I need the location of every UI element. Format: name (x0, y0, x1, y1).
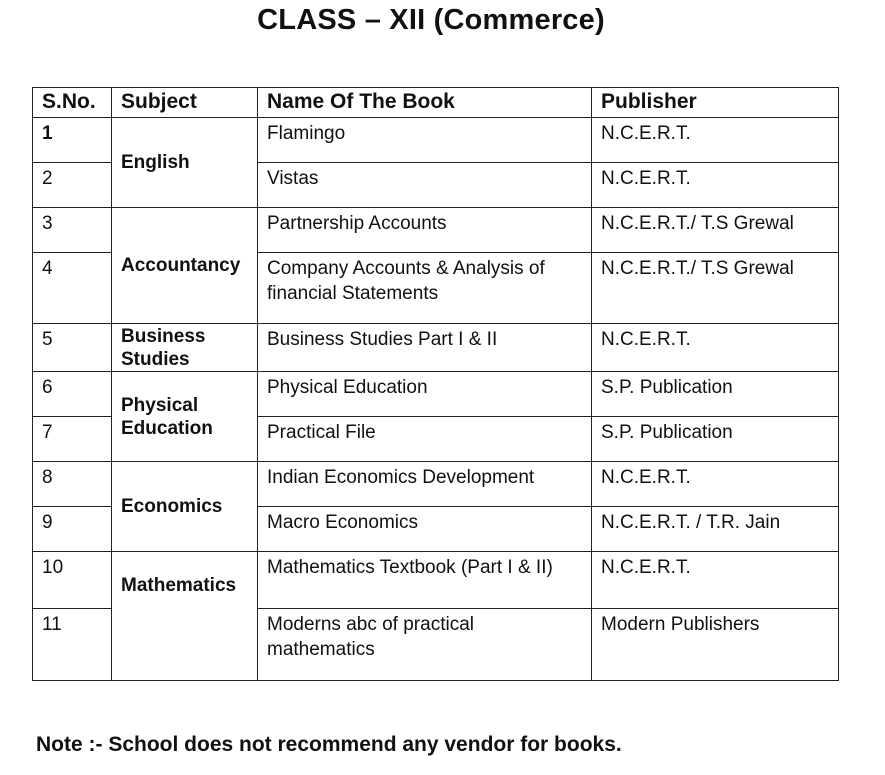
header-subject: Subject (112, 88, 258, 118)
row-publisher: N.C.E.R.T./ T.S Grewal (592, 253, 839, 324)
row-book-name: Partnership Accounts (258, 208, 592, 253)
table-row (33, 462, 839, 507)
row-book-name: Mathematics Textbook (Part I & II) (258, 552, 592, 609)
row-sno: 2 (33, 163, 112, 208)
subject-english (112, 118, 258, 208)
table-row (33, 372, 839, 417)
row-publisher: N.C.E.R.T. (592, 462, 839, 507)
subject-label-line-1: Physical (121, 394, 199, 416)
row-book-name: Company Accounts & Analysis of financial Statements (258, 253, 592, 324)
row-sno: 10 (33, 552, 112, 609)
subject-label: Accountancy (121, 255, 241, 276)
row-publisher: S.P. Publication (592, 372, 839, 417)
row-publisher: N.C.E.R.T. (592, 118, 839, 163)
row-sno: 9 (33, 507, 112, 552)
table-row (33, 118, 839, 163)
row-sno: 11 (33, 609, 112, 681)
row-book-name: Vistas (258, 163, 592, 208)
subject-accountancy (112, 208, 258, 324)
subject-label: Mathematics (121, 575, 237, 596)
row-book-name: Moderns abc of practical mathematics (258, 609, 592, 681)
row-sno: 8 (33, 462, 112, 507)
row-publisher: N.C.E.R.T. / T.R. Jain (592, 507, 839, 552)
subject-business-studies (112, 324, 258, 372)
header-sno: S.No. (33, 88, 112, 118)
subject-label: Economics (121, 496, 223, 517)
subject-label-line-2: Education (121, 417, 213, 439)
subject-label: English (121, 152, 190, 173)
subject-physical-education (112, 372, 258, 462)
row-book-name: Physical Education (258, 372, 592, 417)
table-row (33, 208, 839, 253)
row-sno: 6 (33, 372, 112, 417)
header-publisher: Publisher (592, 88, 839, 118)
row-book-name: Indian Economics Development (258, 462, 592, 507)
row-sno: 4 (33, 253, 112, 324)
subject-label-line-2: Studies (121, 349, 190, 370)
row-sno: 3 (33, 208, 112, 253)
row-book-name: Macro Economics (258, 507, 592, 552)
row-book-name: Flamingo (258, 118, 592, 163)
row-publisher: Modern Publishers (592, 609, 839, 681)
page-title: CLASS – XII (Commerce) (257, 4, 605, 36)
table-header-row (33, 88, 839, 118)
row-book-name: Practical File (258, 417, 592, 462)
row-publisher: N.C.E.R.T. (592, 163, 839, 208)
table-row (33, 552, 839, 609)
row-publisher: N.C.E.R.T. (592, 324, 839, 372)
row-publisher: S.P. Publication (592, 417, 839, 462)
row-sno: 1 (33, 118, 112, 163)
subject-mathematics (112, 552, 258, 681)
table-row (33, 324, 839, 372)
book-list-table (32, 87, 839, 681)
row-sno: 5 (33, 324, 112, 372)
footer-note: Note :- School does not recommend any vendor for books. (36, 733, 622, 756)
row-publisher: N.C.E.R.T. (592, 552, 839, 609)
subject-economics (112, 462, 258, 552)
row-publisher: N.C.E.R.T./ T.S Grewal (592, 208, 839, 253)
header-book-name: Name Of The Book (258, 88, 592, 118)
row-sno: 7 (33, 417, 112, 462)
subject-label-line-1: Business (121, 326, 206, 347)
row-book-name: Business Studies Part I & II (258, 324, 592, 372)
